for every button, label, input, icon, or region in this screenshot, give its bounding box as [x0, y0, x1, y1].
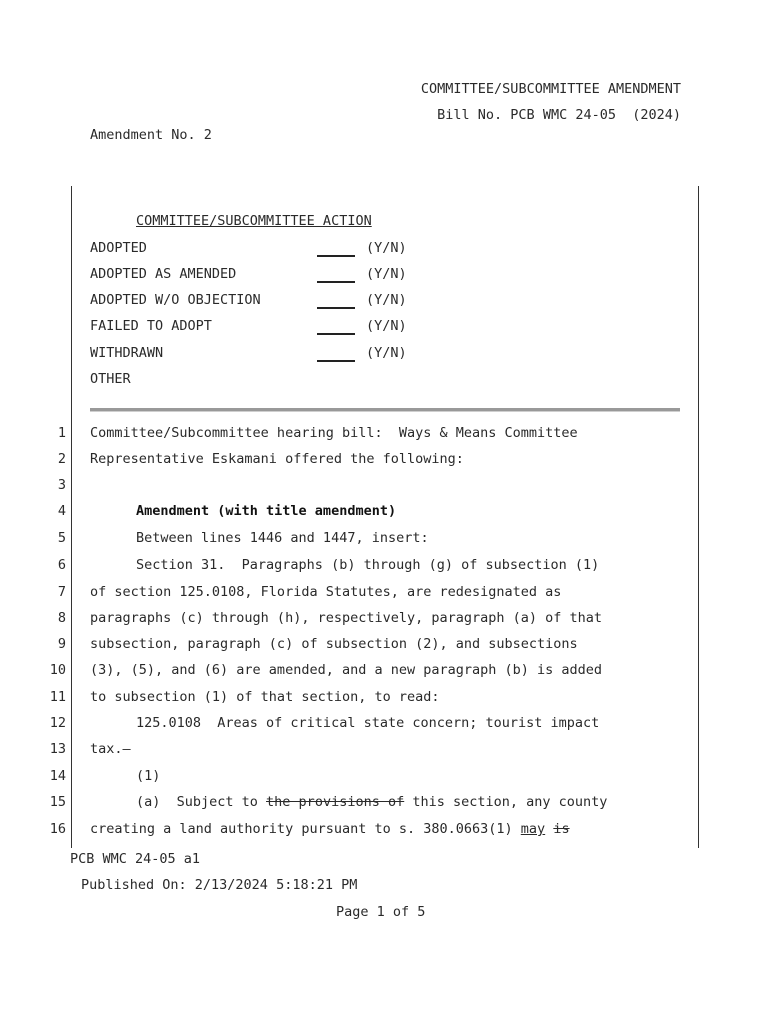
text-line: Between lines 1446 and 1447, insert:	[136, 530, 429, 546]
line-number: 10	[49, 662, 66, 678]
action-row	[90, 318, 420, 338]
action-blank	[317, 281, 355, 283]
line-number: 3	[57, 477, 66, 493]
action-label: ADOPTED W/O OBJECTION	[90, 292, 261, 308]
line-number: 2	[57, 451, 66, 467]
action-label: ADOPTED AS AMENDED	[90, 266, 237, 282]
text-line: of section 125.0108, Florida Statutes, are redesignated as	[90, 584, 562, 600]
footer-published: Published On: 2/13/2024 5:18:21 PM	[81, 877, 358, 893]
text-segment: this section, any county	[404, 794, 608, 810]
line-number-bar	[71, 420, 72, 848]
action-label: WITHDRAWN	[90, 345, 164, 361]
action-blank	[317, 255, 355, 257]
text-line: paragraphs (c) through (h), respectively, paragraph (a) of that	[90, 610, 603, 626]
line-number: 16	[49, 821, 66, 837]
text-line: (3), (5), and (6) are amended, and a new paragraph (b) is added	[90, 662, 603, 678]
action-yn: (Y/N)	[366, 292, 407, 308]
action-yn: (Y/N)	[366, 318, 407, 334]
footer-page-number: Page 1 of 5	[336, 904, 426, 920]
line-number: 9	[57, 636, 66, 652]
text-segment: creating a land authority pursuant to s. 380.0663(1)	[90, 821, 521, 837]
text-line: to subsection (1) of that section, to read:	[90, 689, 440, 705]
header-amendment-type: COMMITTEE/SUBCOMMITTEE AMENDMENT	[420, 81, 681, 97]
action-title: COMMITTEE/SUBCOMMITTEE ACTION	[136, 213, 372, 229]
action-row	[90, 345, 420, 365]
section-divider	[90, 408, 680, 412]
inserted-text: may	[520, 821, 546, 837]
action-blank	[317, 333, 355, 335]
text-line: Committee/Subcommittee hearing bill: Ways & Means Committee	[90, 425, 578, 441]
action-label: FAILED TO ADOPT	[90, 318, 212, 334]
line-number: 11	[49, 689, 66, 705]
action-row	[90, 240, 420, 260]
text-line	[90, 794, 607, 810]
line-number: 7	[57, 584, 66, 600]
struck-text: is	[553, 821, 570, 837]
text-line: tax.—	[90, 741, 131, 757]
line-number: 6	[57, 557, 66, 573]
action-label: ADOPTED	[90, 240, 147, 256]
text-segment: (a) Subject to	[136, 794, 267, 810]
line-number: 4	[57, 503, 66, 519]
action-blank	[317, 307, 355, 309]
text-line: (1)	[136, 768, 161, 784]
text-line	[90, 821, 570, 837]
action-other: OTHER	[90, 371, 131, 387]
line-number: 15	[49, 794, 66, 810]
right-border-line	[698, 186, 699, 848]
line-number: 13	[49, 741, 66, 757]
footer-bill-id: PCB WMC 24-05 a1	[70, 851, 201, 867]
line-number: 12	[49, 715, 66, 731]
struck-text: the provisions of	[266, 794, 405, 810]
action-row	[90, 266, 420, 286]
amendment-heading: Amendment (with title amendment)	[136, 503, 397, 519]
line-number: 5	[57, 530, 66, 546]
action-yn: (Y/N)	[366, 240, 407, 256]
action-blank	[317, 360, 355, 362]
text-line: subsection, paragraph (c) of subsection (2), and subsections	[90, 636, 578, 652]
action-row	[90, 292, 420, 312]
line-number: 14	[49, 768, 66, 784]
text-line: Section 31. Paragraphs (b) through (g) of subsection (1)	[136, 557, 600, 573]
action-yn: (Y/N)	[366, 266, 407, 282]
line-number: 8	[57, 610, 66, 626]
line-number: 1	[57, 425, 66, 441]
amendment-number: Amendment No. 2	[90, 127, 212, 143]
header-bill-number: Bill No. PCB WMC 24-05 (2024)	[437, 107, 681, 123]
text-line: 125.0108 Areas of critical state concern; tourist impact	[136, 715, 600, 731]
action-yn: (Y/N)	[366, 345, 407, 361]
text-line: Representative Eskamani offered the following:	[90, 451, 464, 467]
